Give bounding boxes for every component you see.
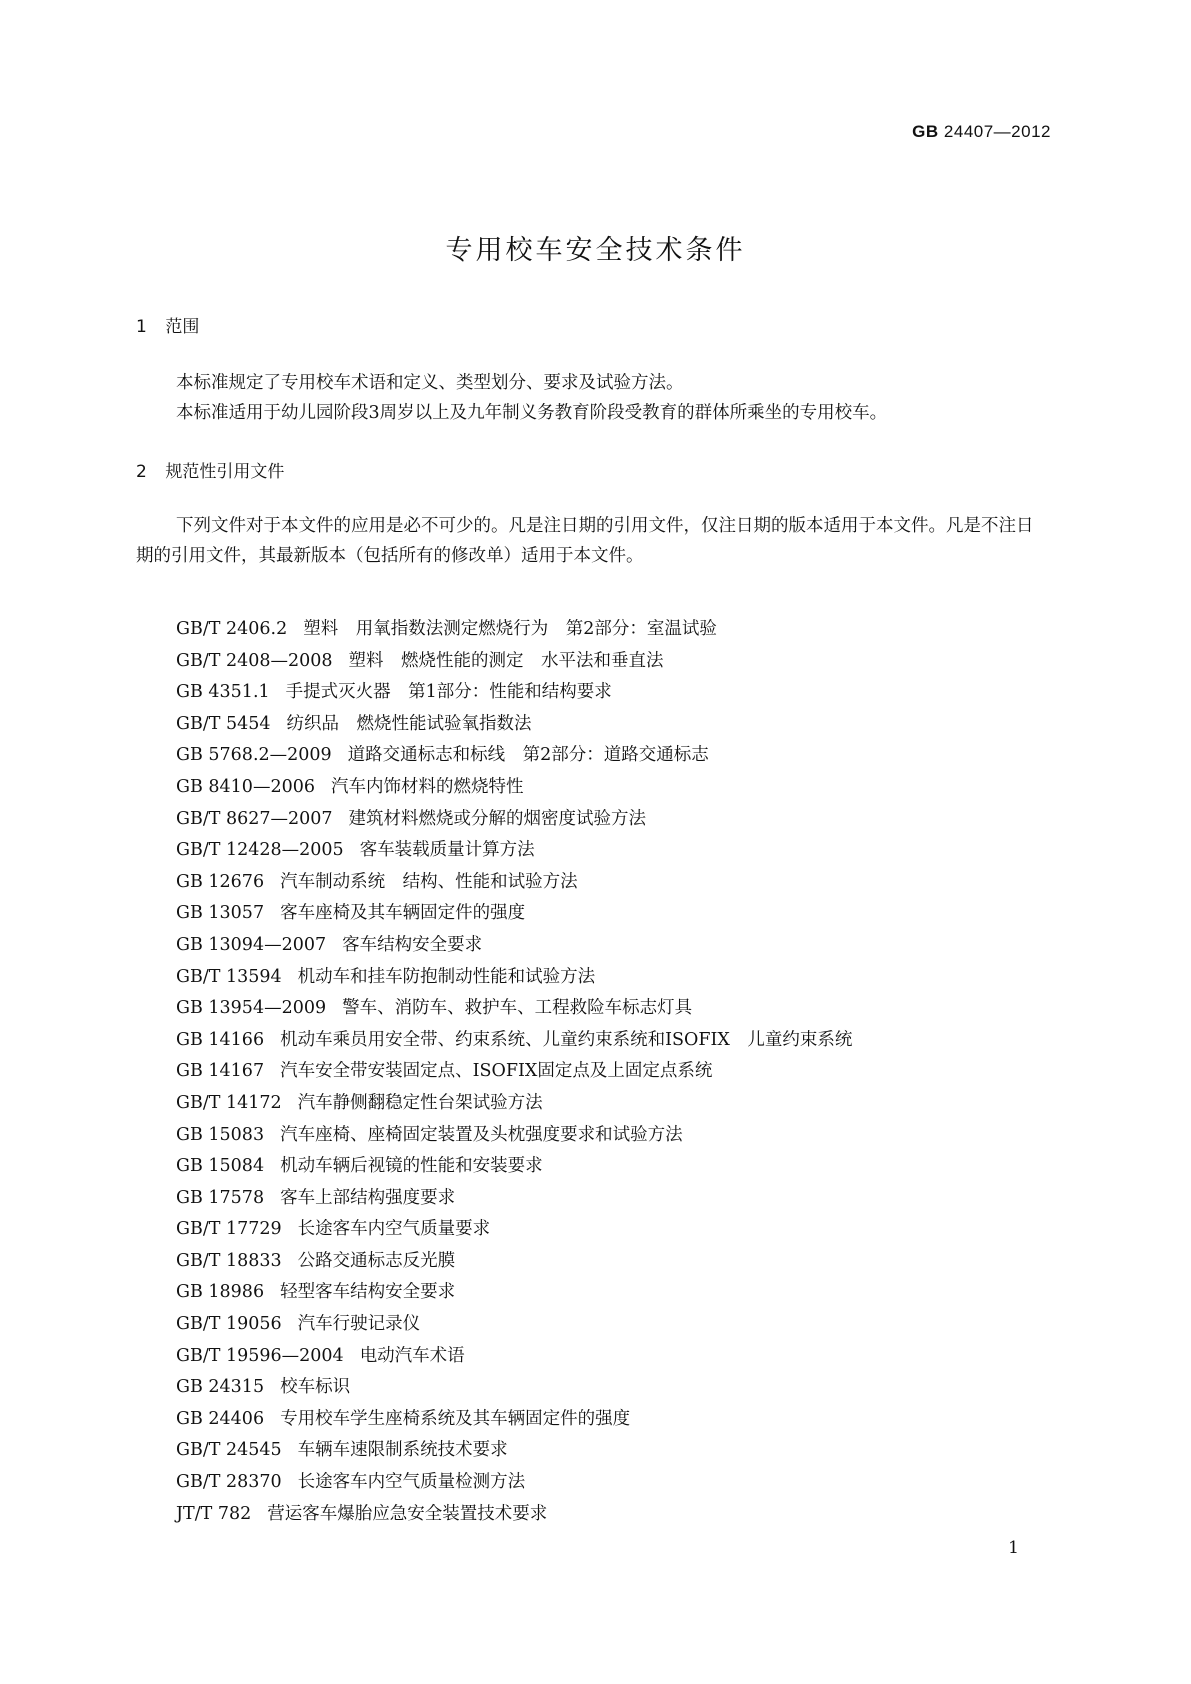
reference-title: 塑料 燃烧性能的测定 水平法和垂直法 (348, 650, 664, 671)
reference-title: 长途客车内空气质量要求 (297, 1219, 491, 1240)
reference-title: 轻型客车结构安全要求 (280, 1282, 456, 1303)
reference-item (176, 1372, 852, 1404)
reference-title: 警车、消防车、救护车、工程救险车标志灯具 (342, 998, 693, 1019)
reference-item (176, 1183, 852, 1215)
reference-title: 车辆车速限制系统技术要求 (297, 1440, 508, 1461)
reference-item (176, 962, 852, 994)
reference-list (176, 614, 852, 1530)
reference-title: 电动汽车术语 (359, 1345, 465, 1366)
reference-code: GB 24406 (176, 1408, 265, 1429)
reference-code: GB 14167 (176, 1061, 265, 1082)
reference-title: 专用校车学生座椅系统及其车辆固定件的强度 (280, 1408, 631, 1429)
reference-code: GB/T 24545 (176, 1440, 282, 1461)
reference-item (176, 1277, 852, 1309)
reference-title: 汽车制动系统 结构、性能和试验方法 (280, 871, 578, 892)
reference-title: 塑料 用氧指数法测定燃烧行为 第2部分：室温试验 (303, 619, 717, 639)
reference-title: 建筑材料燃烧或分解的烟密度试验方法 (348, 808, 647, 829)
reference-code: GB 14166 (176, 1029, 265, 1050)
reference-title: 道路交通标志和标线 第2部分：道路交通标志 (347, 745, 709, 766)
reference-code: GB/T 2406.2 (176, 619, 288, 639)
page-number: 1 (1008, 1538, 1019, 1558)
reference-item (176, 740, 852, 772)
reference-code: GB/T 8627—2007 (176, 808, 333, 829)
reference-item (176, 1309, 852, 1341)
standard-code-number: 24407—2012 (943, 122, 1051, 141)
reference-code: GB 24315 (176, 1377, 265, 1398)
reference-item (176, 835, 852, 867)
reference-code: GB/T 5454 (176, 713, 271, 734)
reference-title: 纺织品 燃烧性能试验氧指数法 (286, 713, 532, 734)
section-title: 范围 (165, 317, 200, 337)
reference-item (176, 1341, 852, 1373)
reference-code: GB 13954—2009 (176, 998, 327, 1019)
reference-item (176, 646, 852, 678)
reference-title: 客车上部结构强度要求 (280, 1187, 456, 1208)
reference-item (176, 1088, 852, 1120)
reference-code: GB 8410—2006 (176, 776, 315, 797)
reference-item (176, 677, 852, 709)
section-number: 2 (136, 462, 147, 482)
reference-title: 机动车乘员用安全带、约束系统、儿童约束系统和ISOFIX 儿童约束系统 (280, 1029, 853, 1050)
reference-title: 机动车辆后视镜的性能和安装要求 (280, 1156, 543, 1177)
reference-code: JT/T 782 (176, 1503, 252, 1524)
reference-item (176, 1499, 852, 1531)
reference-code: GB 12676 (176, 871, 265, 892)
reference-code: GB/T 19056 (176, 1314, 282, 1335)
reference-code: GB/T 12428—2005 (176, 840, 344, 861)
reference-title: 汽车座椅、座椅固定装置及头枕强度要求和试验方法 (280, 1124, 683, 1145)
reference-code: GB 13094—2007 (176, 934, 327, 955)
reference-item (176, 1214, 852, 1246)
section-2-paragraph-1: 下列文件对于本文件的应用是必不可少的。凡是注日期的引用文件，仅注日期的版本适用于本文件。凡是不注日期的引用文件，其最新版本（包括所有的修改单）适用于本文件。 (136, 516, 1034, 566)
reference-code: GB 18986 (176, 1282, 265, 1303)
document-title: 专用校车安全技术条件 (445, 235, 746, 266)
reference-item (176, 1025, 852, 1057)
reference-code: GB/T 28370 (176, 1472, 282, 1493)
reference-code: GB 17578 (176, 1187, 265, 1208)
reference-item (176, 1120, 852, 1152)
reference-item (176, 930, 852, 962)
reference-title: 汽车内饰材料的燃烧特性 (330, 776, 524, 797)
standard-code-prefix: GB (912, 122, 939, 141)
reference-item (176, 1151, 852, 1183)
reference-title: 手提式灭火器 第1部分：性能和结构要求 (285, 682, 612, 703)
reference-title: 公路交通标志反光膜 (297, 1250, 456, 1271)
reference-item (176, 772, 852, 804)
reference-item (176, 867, 852, 899)
reference-code: GB/T 18833 (176, 1250, 282, 1271)
reference-code: GB 13057 (176, 903, 265, 924)
reference-item (176, 1056, 852, 1088)
reference-item (176, 993, 852, 1025)
reference-title: 客车座椅及其车辆固定件的强度 (280, 903, 526, 924)
reference-code: GB/T 19596—2004 (176, 1345, 344, 1366)
reference-title: 汽车静侧翻稳定性台架试验方法 (297, 1092, 543, 1113)
section-2-heading (136, 457, 284, 482)
reference-code: GB/T 2408—2008 (176, 650, 333, 671)
reference-code: GB 4351.1 (176, 682, 270, 703)
reference-title: 校车标识 (280, 1377, 351, 1398)
reference-item (176, 614, 852, 646)
section-number: 1 (136, 317, 147, 337)
reference-title: 长途客车内空气质量检测方法 (297, 1472, 526, 1493)
reference-item (176, 1404, 852, 1436)
reference-title: 营运客车爆胎应急安全装置技术要求 (267, 1503, 548, 1524)
section-1-heading (136, 312, 199, 337)
reference-code: GB 15084 (176, 1156, 265, 1177)
reference-item (176, 1435, 852, 1467)
reference-title: 客车装载质量计算方法 (359, 840, 535, 861)
standard-code (912, 122, 1051, 142)
reference-item (176, 1467, 852, 1499)
reference-item (176, 804, 852, 836)
reference-title: 客车结构安全要求 (342, 934, 483, 955)
reference-title: 机动车和挂车防抱制动性能和试验方法 (297, 966, 596, 987)
section-title: 规范性引用文件 (165, 462, 285, 482)
section-1-paragraph-2: 本标准适用于幼儿园阶段3周岁以上及九年制义务教育阶段受教育的群体所乘坐的专用校车。 (176, 403, 888, 423)
reference-code: GB/T 14172 (176, 1092, 282, 1113)
reference-code: GB 5768.2—2009 (176, 745, 332, 766)
reference-code: GB/T 13594 (176, 966, 282, 987)
reference-title: 汽车行驶记录仪 (297, 1314, 421, 1335)
reference-code: GB/T 17729 (176, 1219, 282, 1240)
reference-item (176, 898, 852, 930)
reference-item (176, 709, 852, 741)
reference-title: 汽车安全带安装固定点、ISOFIX固定点及上固定点系统 (280, 1061, 713, 1082)
reference-item (176, 1246, 852, 1278)
section-1-paragraph-1: 本标准规定了专用校车术语和定义、类型划分、要求及试验方法。 (176, 373, 684, 393)
reference-code: GB 15083 (176, 1124, 265, 1145)
